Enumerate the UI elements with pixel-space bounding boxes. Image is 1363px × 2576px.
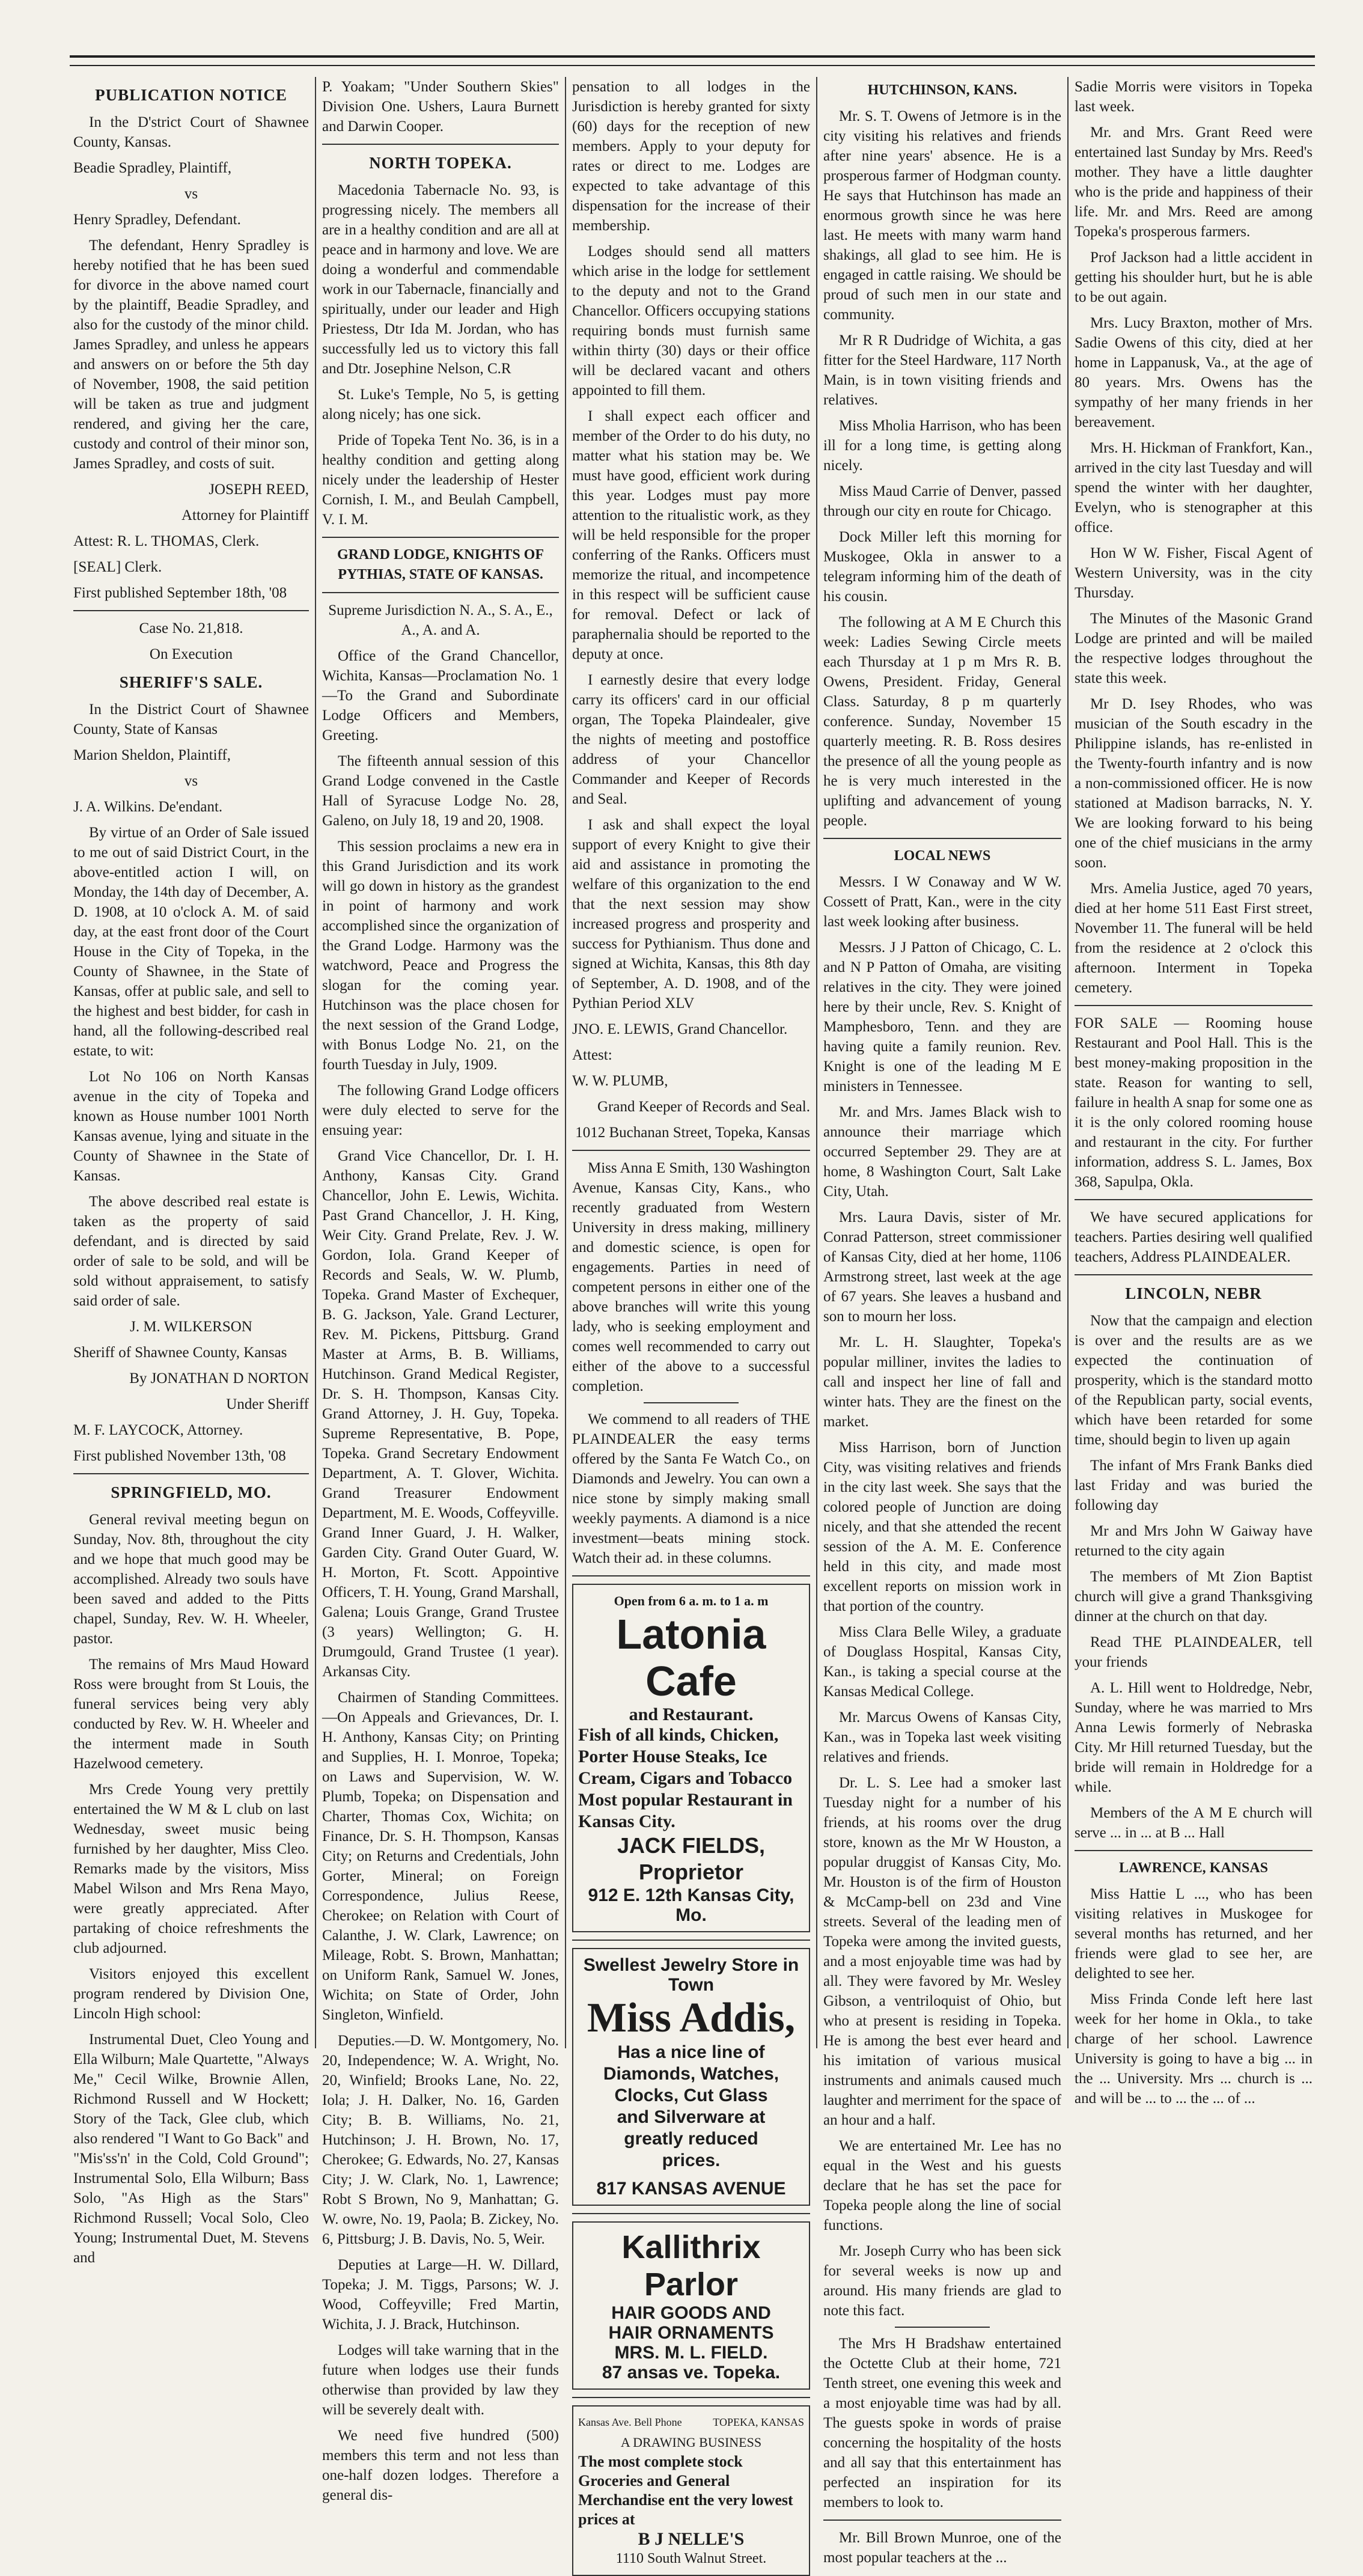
article-paragraph: I shall expect each officer and member of the Order to do his duty, no matter what his station may be. We must have good, efficient work during this year. Lodges must pay more attention to the ritualistic work, as they will be held responsible for the proper conferring of the Ranks. Officers must memorize the ritual, and incompetence in this respect will be sufficient cause for removal. Defect or lack of paraphernalia should be reported to the deputy at once. [572, 408, 810, 662]
article-paragraph: The defendant, Henry Spradley is hereby notified that he has been sued for divorce in the above named court by the plaintiff, Beadie Spradley, and also for the custody of the minor child. James Spradley, and unless he appears and answers on or before the 5th day of November, 1908, the said petition will be taken as true and judgment rendered, and giving her the care, custody and control of their minor son, James Spradley, and costs of suit. [73, 237, 309, 472]
article-paragraph: Mrs. Laura Davis, sister of Mr. Conrad Patterson, street commissioner of Kansas City, died at her home, 1106 Armstrong street, last week at the age of 67 years. She leaves a husband and son to mourn her loss. [823, 1209, 1061, 1325]
article-paragraph: Prof Jackson had a little accident in getting his shoulder hurt, but he is able to be out again. [1075, 249, 1313, 305]
article-paragraph: JNO. E. LEWIS, Grand Chancellor. [572, 1021, 788, 1037]
centered-line: J. M. WILKERSON [130, 1319, 252, 1335]
article-paragraph: [SEAL] Clerk. [73, 559, 162, 575]
kallithrix-parlor-ad [572, 2221, 810, 2390]
ad-line-1: HAIR GOODS AND [611, 2303, 771, 2323]
section-heading: HUTCHINSON, KANS. [867, 82, 1017, 98]
article-paragraph: Mr. Marcus Owens of Kansas City, Kan., was in Topeka last week visiting relatives and friends. [823, 1709, 1061, 1765]
section-divider [1075, 1274, 1313, 1275]
signature-line: JOSEPH REED, [209, 481, 309, 498]
latonia-cafe-ad [572, 1584, 810, 1932]
ad-owner: MRS. M. L. FIELD. [614, 2343, 768, 2363]
article-paragraph: Mrs Crede Young very prettily entertained the W M & L club on last Wednesday, sweet music being furnished by her daughter, Miss Cleo. Remarks made by the visitors, Miss Mabel Wilson and Mrs Rena Mayo, were greatly appreciated. After partaking of choice refreshments the club adjourned. [73, 1781, 309, 1956]
ad-body: The most complete stock Groceries and General Merchandise ent the very lowest prices at [578, 2453, 793, 2528]
ad-tagline: A DRAWING BUSINESS [620, 2435, 762, 2450]
centered-line: Supreme Jurisdiction N. A., S. A., E., A., A. and A. [328, 602, 553, 638]
column-rule [315, 77, 316, 2048]
ad-address: 912 E. 12th Kansas City, Mo. [588, 1885, 794, 1925]
article-paragraph: Miss Hattie L ..., who has been visiting relatives in Muskogee for several months has returned, and her friends were glad to see her, are delighted to see her. [1075, 1886, 1313, 1982]
article-paragraph: Deputies.—D. W. Montgomery, No. 20, Independence; W. A. Wright, No. 20, Winfield; Brooks Lane, No. 22, Iola; J. H. Dalker, No. 16, Garden City; B. B. Williams, No. 21, Hutchinson; J. H. Brown, No. 17, Cherokee; G. Edwards, No. 27, Kansas City; J. W. Clark, No. 1, Lawrence; Robt S Brown, No 9, Manhattan; G. W. owre, No. 19, Paola; B. Zickey, No. 6, Pittsburg; J. B. Davis, No. 5, Weir. [322, 2033, 559, 2247]
article-paragraph: Deputies at Large—H. W. Dillard, Topeka; J. M. Tiggs, Parsons; W. J. Wood, Coffeyville; Fred Martin, Wichita, J. J. Brack, Hutchinson. [322, 2257, 559, 2333]
article-paragraph: The infant of Mrs Frank Banks died last Friday and was buried the following day [1075, 1457, 1313, 1513]
article-paragraph: We are entertained Mr. Lee has no equal in the West and his guests declare that he has set the pace for Topeka people along the line of social functions. [823, 2138, 1061, 2233]
signature-line: 1012 Buchanan Street, Topeka, Kansas [575, 1125, 810, 1141]
nelle-grocery-ad [572, 2405, 810, 2576]
section-divider [1075, 1199, 1313, 1200]
ad-line-2: HAIR ORNAMENTS [608, 2323, 774, 2343]
signature-line: By JONATHAN D NORTON [129, 1370, 309, 1387]
signature-line: Under Sheriff [226, 1396, 309, 1412]
article-paragraph: We commend to all readers of THE PLAINDEALER the easy terms offered by the Santa Fe Watch Co., on Diamonds and Jewelry. You can own a nice stone by simply making small weekly payments. A diamond is a nice investment—beats mining stock. Watch their ad. in these columns. [572, 1411, 810, 1566]
section-divider [1075, 1005, 1313, 1006]
ad-business-name: B J NELLE'S [638, 2529, 745, 2549]
article-paragraph: Lot No 106 on North Kansas avenue in the city of Topeka and known as House number 1001 North Kansas avenue, lying and situate in the County of Shawnee in the State of Kansas. [73, 1069, 309, 1184]
article-paragraph: In the D'strict Court of Shawnee County, Kansas. [73, 114, 309, 150]
article-paragraph: The Minutes of the Masonic Grand Lodge are printed and will be mailed the respective lodges throughout the state this week. [1075, 611, 1313, 686]
section-divider [823, 2520, 1061, 2521]
section-divider [322, 592, 559, 593]
article-paragraph: Miss Mholia Harrison, who has been ill for a long time, is getting along nicely. [823, 418, 1061, 474]
ad-business-name: Miss Addis, [587, 1995, 796, 2041]
centered-line: Case No. 21,818. [139, 620, 243, 636]
article-paragraph: Dr. L. S. Lee had a smoker last Tuesday night for a number of his friends, at his rooms over the drug store, known as the Mr W Houston, a popular druggist of Kansas City, Mo. Mr. Houston is of the firm of Houston & McCamp-bell on 23d and Vine streets. Several of the leading men of Topeka were among the invited guests, and a most enjoyable time was had by all. They were favored by Mr. Wesley Gibson, a ventriloquist of Ohio, but who at present is residing in Topeka. He is among the best ever heard and his imitation of various musical instruments and animals caused much laughter and merriment for the space of an hour and a half. [823, 1775, 1061, 2128]
article-paragraph: I ask and shall expect the loyal support of every Knight to give their aid and assistance in promoting the welfare of this organization to the end that the next session may show increased progress and prosperity and success for Pythianism. Thus done and signed at Wichita, Kansas, this 8th day of September, A. D. 1908, and of the Pythian Period XLV [572, 817, 810, 1012]
column-5 [1075, 77, 1313, 2107]
article-paragraph: The Mrs H Bradshaw entertained the Octette Club at their home, 721 Tenth street, one evening this week and a most enjoyable time was had by all. The guests spoke in words of praise concerning the hospitality of the hosts and all say that this entertainment has perfected an inspiration for its members to look to. [823, 2336, 1061, 2510]
article-paragraph: Messrs. J J Patton of Chicago, C. L. and N P Patton of Omaha, are visiting relatives in the city. They were joined here by their uncle, Rev. S. Knight of Mamphesboro, Tenn. and they are having quite a family reunion. Rev. Knight is one of the leading M E ministers in Tennessee. [823, 939, 1061, 1094]
article-paragraph: Miss Maud Carrie of Denver, passed through our city en route for Chicago. [823, 483, 1061, 519]
column-rule [1067, 77, 1069, 2048]
section-divider [322, 144, 559, 145]
section-heading: SHERIFF'S SALE. [119, 673, 263, 691]
section-heading: LINCOLN, NEBR [1125, 1284, 1262, 1302]
article-paragraph: Mrs. H. Hickman of Frankfort, Kan., arrived in the city last Tuesday and will spend the winter with her daughter, Evelyn, who is stenographer at this office. [1075, 440, 1313, 536]
article-paragraph: The fifteenth annual session of this Grand Lodge convened in the Castle Hall of Syracuse Lodge No. 28, Galeno, on July 18, 19 and 20, 1908. [322, 753, 559, 829]
article-paragraph: M. F. LAYCOCK, Attorney. [73, 1422, 243, 1438]
article-paragraph: We have secured applications for teachers. Parties desiring well qualified teachers, Address PLAINDEALER. [1075, 1209, 1313, 1265]
ad-business-name: Latonia Cafe [616, 1611, 766, 1705]
miss-addis-ad [572, 1948, 810, 2206]
article-paragraph: Mr and Mrs John W Gaiway have returned to the city again [1075, 1523, 1313, 1559]
ad-tagline: Swellest Jewelry Store in Town [583, 1955, 799, 1995]
centered-line: On Execution [149, 646, 233, 662]
article-paragraph: St. Luke's Temple, No 5, is getting along nicely; has one sick. [322, 386, 559, 423]
ad-address: 1110 South Walnut Street. [615, 2551, 767, 2566]
article-paragraph: First published September 18th, '08 [73, 585, 287, 601]
article-paragraph: Mr D. Isey Rhodes, who was musician of the South escadry in the Philippine islands, has re-enlisted in the Twenty-fourth infantry and is now a non-commissioned officer. He is now stationed at Madison barracks, N. Y. We are looking forward to his being one of the chief musicians in the army soon. [1075, 696, 1313, 871]
article-paragraph: Lodges should send all matters which arise in the lodge for settlement to the deputy and not to the Grand Chancellor. Officers occupying stations requiring bonds must furnish same within thirty (30) days or their office will be declared vacant and others appointed to fill them. [572, 243, 810, 398]
article-paragraph: W. W. PLUMB, [572, 1073, 668, 1089]
article-paragraph: The members of Mt Zion Baptist church will give a grand Thanksgiving dinner at the church on that day. [1075, 1569, 1313, 1625]
article-paragraph: Henry Spradley, Defendant. [73, 212, 241, 228]
short-divider [644, 1402, 739, 1403]
centered-line: vs [184, 186, 198, 202]
article-paragraph: Miss Harrison, born of Junction City, was visiting relatives and friends in the city last week. She says that the colored people of Junction are doing nicely, and that she attended the recent session of the A. M. E. Conference held in this city, and made most excellent reports on mission work in that portion of the country. [823, 1439, 1061, 1614]
article-paragraph: A. L. Hill went to Holdredge, Nebr, Sunday, where he was married to Mrs Anna Lewis formerly of Nebraska City. Mr Hill returned Tuesday, but the bride will remain in Holdredge for a while. [1075, 1680, 1313, 1795]
article-paragraph: The remains of Mrs Maud Howard Ross were brought from St Louis, the funeral services being very ably conducted by Rev. W. H. Wheeler and the interment made in South Hazelwood cemetery. [73, 1656, 309, 1772]
article-paragraph: First published November 13th, '08 [73, 1448, 286, 1464]
section-divider [572, 1575, 810, 1576]
signature-line: Grand Keeper of Records and Seal. [597, 1099, 810, 1115]
section-heading: NORTH TOPEKA. [369, 154, 512, 172]
ad-business-name: Kallithrix Parlor [621, 2229, 761, 2303]
column-rule [816, 77, 817, 2048]
article-paragraph: Office of the Grand Chancellor, Wichita, Kansas—Proclamation No. 1—To the Grand and Subordinate Lodge Officers and Members, Greeting. [322, 648, 559, 743]
section-heading: SPRINGFIELD, MO. [111, 1483, 272, 1501]
article-paragraph: Mrs. Lucy Braxton, mother of Mrs. Sadie Owens of this city, died at her home in Lappanusk, Va., at the age of 80 years. Mrs. Owens has the sympathy of her many friends in her bereavement. [1075, 315, 1313, 430]
column-1 [73, 77, 309, 2266]
article-paragraph: P. Yoakam; "Under Southern Skies" Division One. Ushers, Laura Burnett and Darwin Cooper. [322, 79, 559, 135]
section-divider [572, 2213, 810, 2214]
centered-line: vs [184, 773, 198, 789]
article-paragraph: Attest: [572, 1047, 612, 1063]
article-paragraph: Mr. and Mrs. Grant Reed were entertained last Sunday by Mrs. Reed's mother. They have a little daughter who is the pride and happiness of their life. Mr. and Mrs. Reed are among Topeka's prosperous farmers. [1075, 124, 1313, 240]
top-rule-thin [70, 65, 1315, 66]
article-paragraph: Beadie Spradley, Plaintiff, [73, 160, 232, 176]
article-paragraph: Miss Frinda Conde left here last week for her home in Okla., to take charge of her school. Lawrence University is going to have a big ... in the ... University. Mrs ... church is ... and will be ... to ... the ... of ... [1075, 1991, 1313, 2107]
article-paragraph: Lodges will take warning that in the future when lodges use their funds otherwise than provided by law they will be severely dealt with. [322, 2342, 559, 2418]
ad-address: 817 KANSAS AVENUE [596, 2179, 786, 2199]
article-paragraph: We need five hundred (500) members this term and not less than one-half dozen lodges. Therefore a general dis- [322, 2428, 559, 2503]
article-paragraph: Attest: R. L. THOMAS, Clerk. [73, 533, 260, 549]
article-paragraph: Visitors enjoyed this excellent program rendered by Division One, Lincoln High school: [73, 1966, 309, 2022]
article-paragraph: I earnestly desire that every lodge carry its officers' card in our official organ, The Topeka Plaindealer, give the nights of meeting and postoffice address of your Chancellor Commander and Keeper of Records and Seal. [572, 672, 810, 807]
article-paragraph: Chairmen of Standing Committees.—On Appeals and Grievances, Dr. I. H. Anthony, Kansas City; on Printing and Supplies, H. I. Monroe, Topeka; on Laws and Supervision, W. W. Plumb, Topeka; on Dispensation and Charter, Thomas Cox, Wichita; on Finance, Dr. S. H. Thompson, Kansas City; on Returns and Credentials, John Gorter, Mineral; on Foreign Correspondence, Julius Reese, Cherokee; on Relation with Court of Calanthe, J. W. Clark, Lawrence; on Mileage, Robt. S. Brown, Manhattan; on Uniform Rank, Samuel W. Jones, Wichita; on State of Order, John Singleton, Winfield. [322, 1689, 559, 2023]
article-paragraph: Mr. Bill Brown Munroe, one of the most popular teachers at the ... [823, 2530, 1061, 2566]
article-paragraph: FOR SALE — Rooming house Restaurant and Pool Hall. This is the best money-making proposition in the state. Reason for wanting to sell, failure in health A snap for some one as it is the only colored rooming house and restaurant in the city. For further information, address S. L. James, Box 368, Sapulpa, Okla. [1075, 1015, 1313, 1190]
article-paragraph: Now that the campaign and election is over and the results are as we expected the continuation of prosperity, which is the standard motto of the Republican party, social events, which have been retarded for some time, should begin to liven up again [1075, 1313, 1313, 1448]
column-2 [322, 77, 559, 2503]
article-paragraph: Mr. L. H. Slaughter, Topeka's popular milliner, invites the ladies to call and inspect her line of fall and winter hats. They are the finest on the market. [823, 1334, 1061, 1430]
column-rule [565, 77, 566, 2048]
article-paragraph: Macedonia Tabernacle No. 93, is progressing nicely. The members all are in a healthy condition and are all at peace and in harmony and love. We are doing a wonderful and commendable work in our Tabernacle, financially and spiritually, under our leader and High Priestess, Dtr Ida M. Jordan, who has successfully led us to victory this fall and Dtr. Josephine Nelson, C.R [322, 182, 559, 377]
article-paragraph: J. A. Wilkins. De'endant. [73, 799, 223, 815]
section-heading: GRAND LODGE, KNIGHTS OF PYTHIAS, STATE OF KANSAS. [337, 547, 544, 582]
article-paragraph: By virtue of an Order of Sale issued to me out of said District Court, in the above-entitled action I will, on Monday, the 14th day of December, A. D. 1908, at 10 o'clock A. M. of said day, at the east front door of the Court House in the City of Topeka, in the County of Shawnee, in the State of Kansas, offer at public sale, and sell to the highest and best bidder, for cash in hand, all the following-described real estate, to wit: [73, 825, 309, 1059]
top-rule [70, 55, 1315, 58]
column-4 [823, 77, 1061, 2566]
article-paragraph: The above described real estate is taken as the property of said defendant, and is directed by said order of sale to be sold, and will be sold without appraisement, to satisfy said order of sale. [73, 1194, 309, 1309]
article-paragraph: Grand Vice Chancellor, Dr. I. H. Anthony, Kansas City. Grand Chancellor, John E. Lewis, Wichita. Past Grand Chancellor, J. H. King, Weir City. Grand Prelate, Rev. J. W. Gordon, Iola. Grand Keeper of Records and Seals, W. W. Plumb, Topeka. Grand Master of Exchequer, B. G. Jackson, Yale. Grand Lecturer, Rev. M. Pickens, Pittsburg. Grand Master at Arms, B. B. Williams, Hutchinson. Grand Medical Register, Dr. S. H. Thompson, Kansas City. Grand Attorney, J. H. Guy, Topeka. Supreme Representative, B. Pope, Topeka. Grand Secretary Endowment Department, A. T. Glover, Wichita. Grand Treasurer Endowment Department, M. E. Woods, Coffeyville. Grand Inner Guard, J. H. Walker, Garden City. Grand Outer Guard, W. H. Morton, Ft. Scott. Appointive Officers, T. H. Young, Grand Marshall, Galena; Louis Grange, Grand Trustee (3 years) Wellington; G. H. Drumgould, Grand Trustee (1 year). Arkansas City. [322, 1148, 559, 1680]
ad-proprietor: JACK FIELDS, Proprietor [617, 1833, 766, 1884]
article-paragraph: Members of the A M E church will serve ... in ... at B ... Hall [1075, 1805, 1313, 1841]
article-paragraph: Mr R R Dudridge of Wichita, a gas fitter for the Steel Hardware, 117 North Main, is in town visiting friends and relatives. [823, 332, 1061, 408]
article-paragraph: Sadie Morris were visitors in Topeka last week. [1075, 79, 1313, 115]
section-divider [572, 1150, 810, 1151]
ad-phone-left: Kansas Ave. Bell Phone [578, 2416, 682, 2428]
ad-subtitle: and Restaurant. [629, 1705, 754, 1724]
ad-body: Has a nice line of Diamonds, Watches, Clocks, Cut Glass and Silverware at greatly reduced prices. [603, 2042, 779, 2170]
ad-phone-right: TOPEKA, KANSAS [713, 2416, 804, 2428]
article-paragraph: Pride of Topeka Tent No. 36, is in a healthy condition and getting along nicely under the leadership of Hester Cornish, I. M., and Beulah Campbell, V. I. M. [322, 432, 559, 528]
article-paragraph: The following at A M E Church this week: Ladies Sewing Circle meets each Thursday at 1 p m Mrs R. B. Owens, President. Friday, General Class. Saturday, 8 p m quarterly conference. Sunday, November 15 quarterly meeting. R. B. Ross desires the presence of all the young people as he is very much interested in the uplifting and advancement of young people. [823, 614, 1061, 829]
ad-hours: Open from 6 a. m. to 1 a. m [614, 1593, 769, 1608]
section-divider [1075, 1850, 1313, 1851]
article-paragraph: pensation to all lodges in the Jurisdiction is hereby granted for sixty (60) days for the reception of new members. Apply to your deputy for rates or direct to me. Lodges are expected to take advantage of this dispensation for the increase of their membership. [572, 79, 810, 234]
article-paragraph: General revival meeting begun on Sunday, Nov. 8th, throughout the city and we hope that much good may be accomplished. Already two souls have been saved and added to the Pitts chapel, Sunday, Rev. W. H. Wheeler, pastor. [73, 1512, 309, 1647]
signature-line: Attorney for Plaintiff [181, 507, 309, 523]
section-heading: LAWRENCE, KANSAS [1118, 1860, 1269, 1876]
section-divider [572, 2397, 810, 2398]
ad-body: Fish of all kinds, Chicken, Porter House Steaks, Ice Cream, Cigars and Tobacco Most popular Restaurant in Kansas City. [578, 1725, 793, 1831]
section-heading: LOCAL NEWS [894, 848, 991, 864]
section-divider [73, 1473, 309, 1474]
article-paragraph: Instrumental Duet, Cleo Young and Ella Wilburn; Male Quartette, "Always Me," Cecil Wilke, Brownie Allen, Richmond Russell and W Hockett; Story of the Tack, Glee club, which also rendered "I Want to Go Back" and "Mis'ss'n' in the Cold, Cold Ground"; Instrumental Solo, Ella Wilburn; Bass Solo, "As High as the Stars" Richmond Russell; Vocal Solo, Cleo Young; Instrumental Duet, M. Stevens and [73, 2031, 309, 2266]
article-paragraph: Marion Sheldon, Plaintiff, [73, 747, 231, 763]
article-paragraph: Miss Anna E Smith, 130 Washington Avenue, Kansas City, Kans., who recently graduated from Western University in dress making, millinery and domestic science, is open for engagements. Parties in need of competent persons in either one of the above branches will write this young lady, who is seeking employment and comes well recommended to carry out either of the above to a successful completion. [572, 1160, 810, 1394]
article-paragraph: Read THE PLAINDEALER, tell your friends [1075, 1634, 1313, 1670]
section-divider [322, 537, 559, 538]
section-divider [823, 838, 1061, 839]
article-paragraph: Dock Miller left this morning for Muskogee, Okla in answer to a telegram informing him of the death of his cousin. [823, 529, 1061, 605]
column-3 [572, 77, 810, 2566]
section-divider [572, 1940, 810, 1941]
section-heading: PUBLICATION NOTICE [95, 86, 287, 104]
article-paragraph: Mr. and Mrs. James Black wish to announce their marriage which occurred September 29. They are at home, 8 Washington Court, Salt Lake City, Utah. [823, 1104, 1061, 1200]
article-paragraph: Mr. Joseph Curry who has been sick for several weeks is now up and around. His many friends are glad to note this fact. [823, 2243, 1061, 2319]
article-paragraph: Sheriff of Shawnee County, Kansas [73, 1344, 287, 1361]
short-divider [895, 2327, 990, 2328]
ad-address: 87 ansas ve. Topeka. [602, 2363, 781, 2382]
article-paragraph: Miss Clara Belle Wiley, a graduate of Douglass Hospital, Kansas City, Kan., is taking a special course at the Kansas Medical College. [823, 1624, 1061, 1700]
article-paragraph: The following Grand Lodge officers were duly elected to serve for the ensuing year: [322, 1082, 559, 1138]
article-paragraph: This session proclaims a new era in this Grand Jurisdiction and its work will go down in history as the grandest in point of harmony and work accomplished since the organization of the Grand Lodge. Harmony was the watchword, Peace and Progress the slogan for the coming year. Hutchinson was the place chosen for the next session of the Grand Lodge, with Bonus Lodge No. 21, on the fourth Tuesday in July, 1909. [322, 838, 559, 1073]
article-paragraph: Messrs. I W Conaway and W W. Cossett of Pratt, Kan., were in the city last week looking after business. [823, 874, 1061, 930]
section-divider [73, 610, 309, 611]
article-paragraph: Mr. S. T. Owens of Jetmore is in the city visiting his relatives and friends after nine years' absence. He is a prosperous farmer of Hodgman county. He says that Hutchinson has made an enormous growth since he was here last. He meets with many warm hand shakings, all glad to see him. He is engaged in cattle raising. We should be proud of such men in our state and community. [823, 108, 1061, 323]
article-paragraph: Hon W W. Fisher, Fiscal Agent of Western University, was in the city Thursday. [1075, 545, 1313, 601]
article-paragraph: In the District Court of Shawnee County, State of Kansas [73, 701, 309, 737]
article-paragraph: Mrs. Amelia Justice, aged 70 years, died at her home 511 East First street, November 11. The funeral will be held from the residence at 2 o'clock this afternoon. Interment in Topeka cemetery. [1075, 881, 1313, 996]
